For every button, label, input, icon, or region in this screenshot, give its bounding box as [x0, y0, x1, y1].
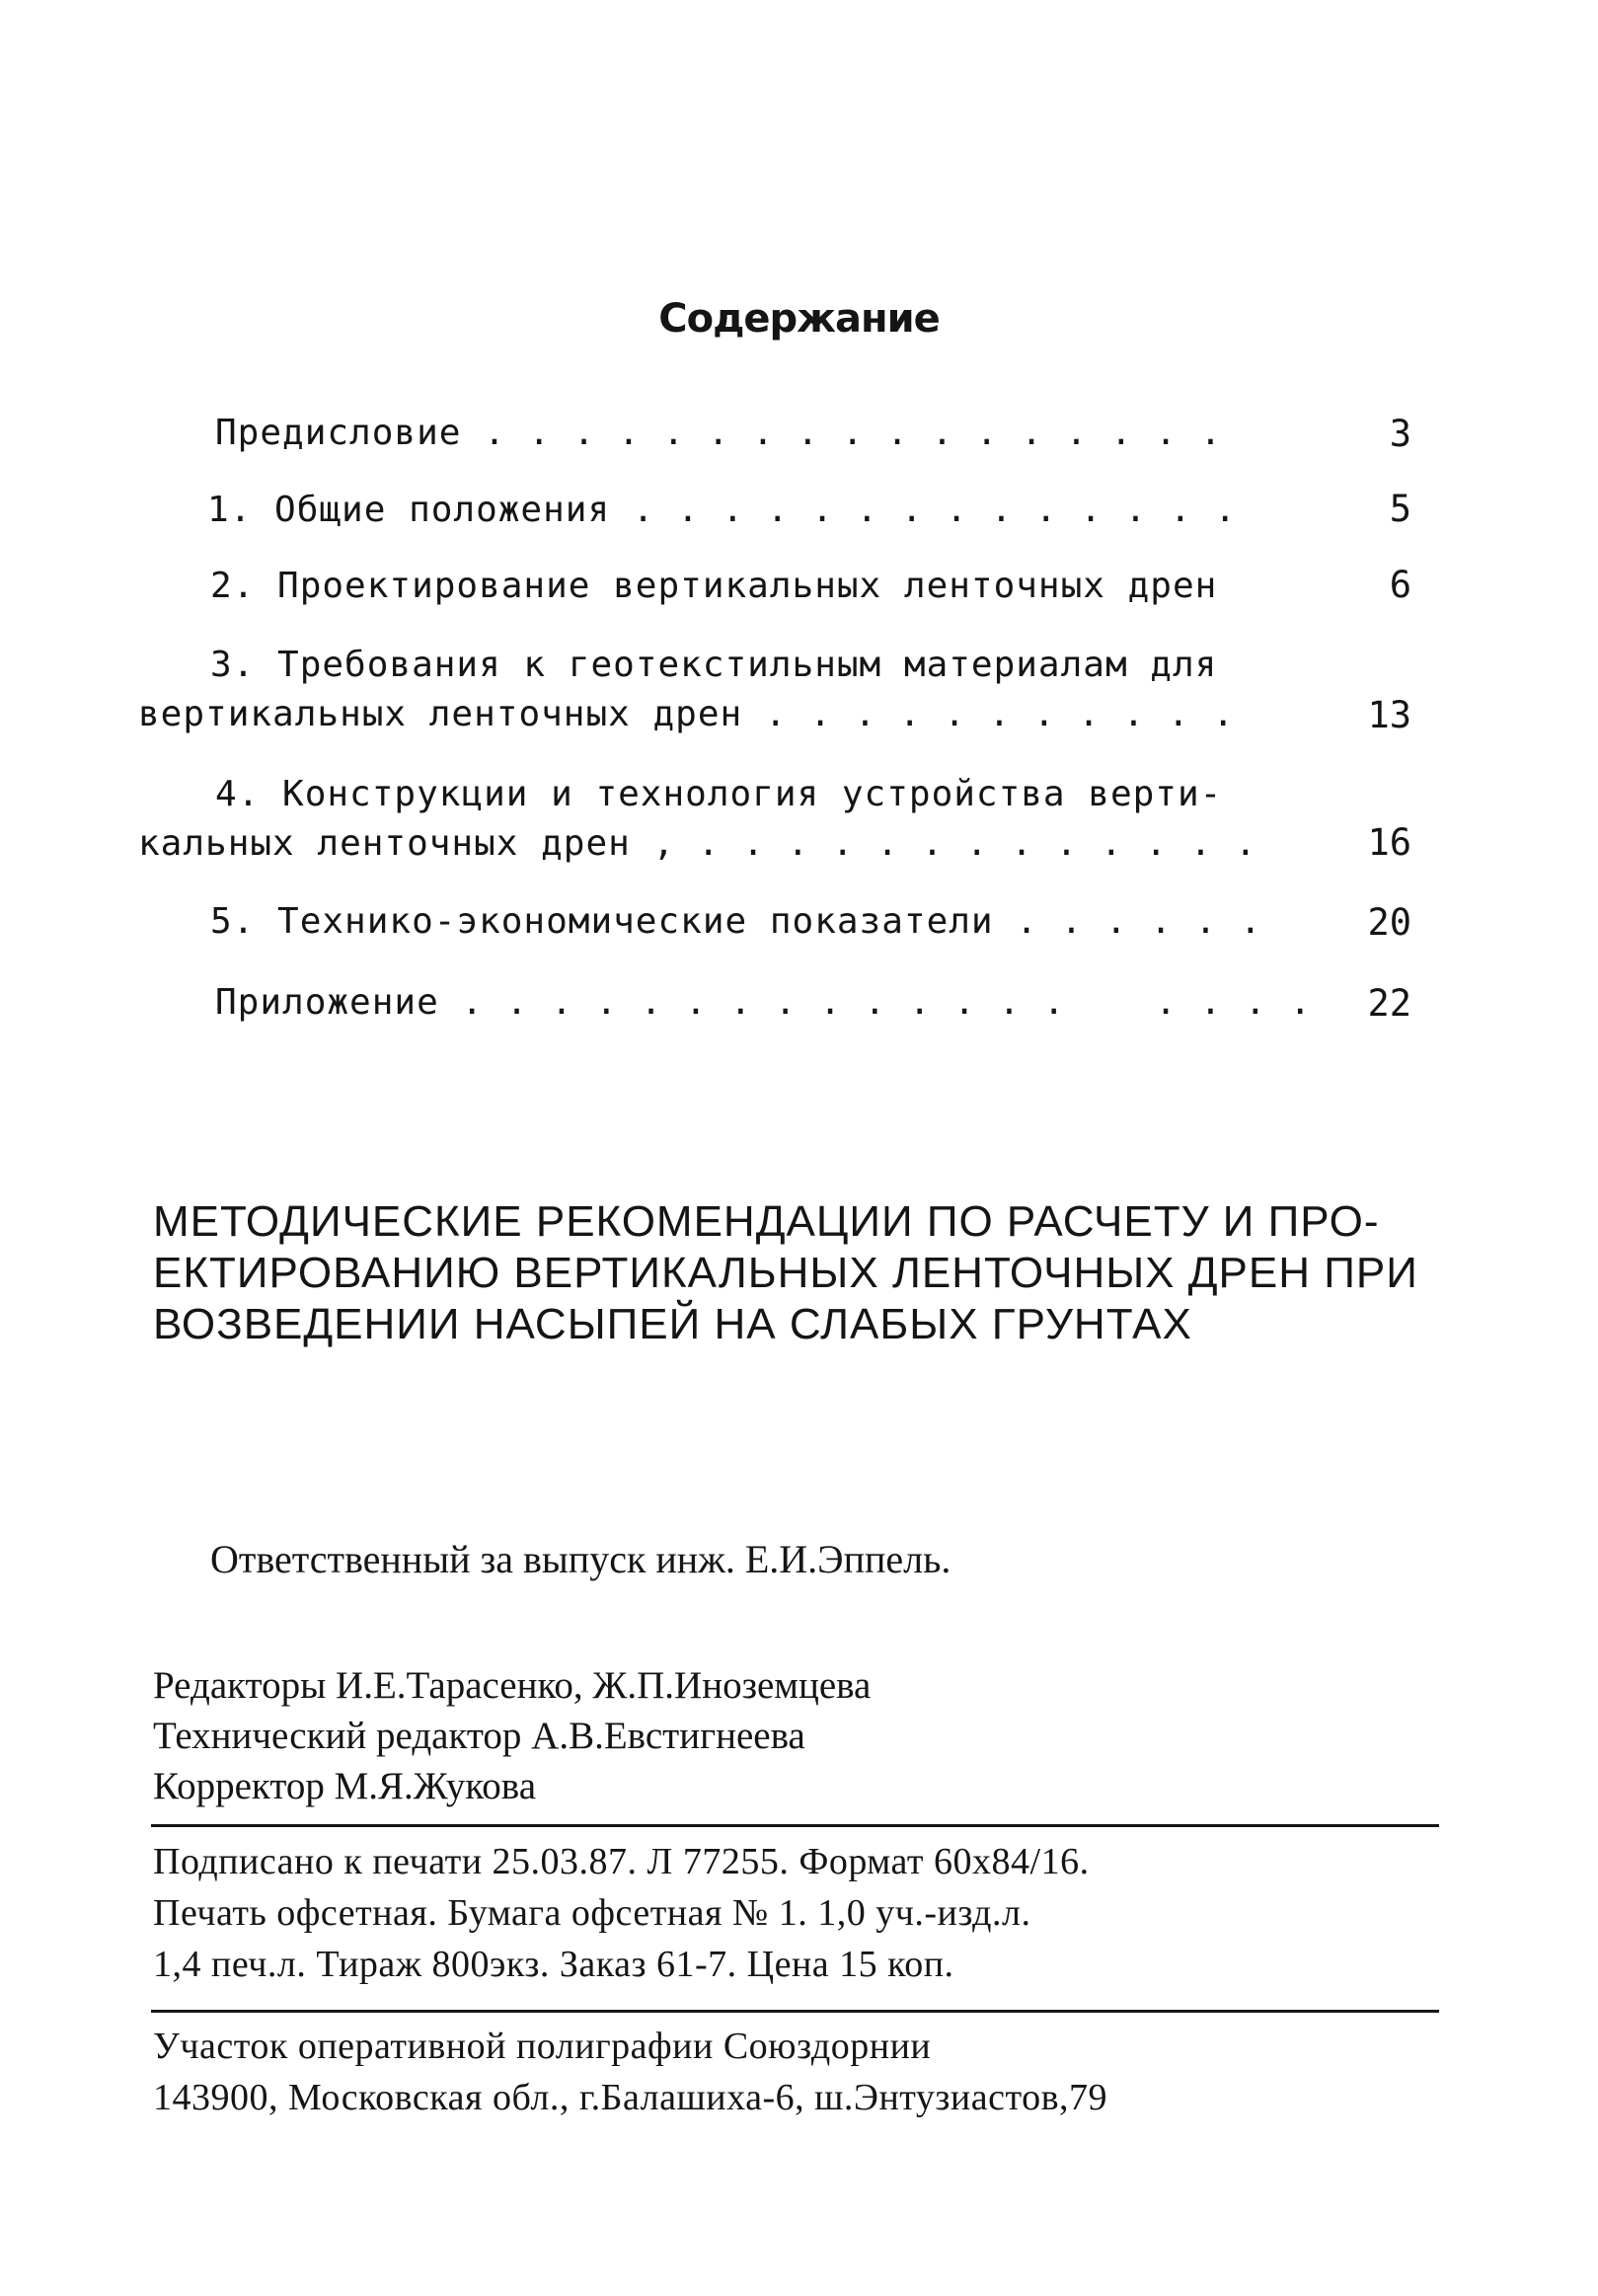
toc-entry-3-line1: 3. Требования к геотекстильным материалам для — [210, 645, 1218, 685]
credits-technical-editor: Технический редактор А.В.Евстигнеева — [153, 1715, 805, 1757]
imprint-line1: Подписано к печати 25.03.87. Л 77255. Формат 60х84/16. — [153, 1841, 1090, 1882]
toc-page-number: 16 — [1367, 821, 1411, 864]
toc-entry-4-line1: 4. Конструкции и технология устройства верти- — [215, 774, 1223, 814]
toc-entry-4-line2: кальных ленточных дрен , . . . . . . . . . . . . . — [138, 823, 1257, 864]
credits-proofreader: Корректор М.Я.Жукова — [153, 1765, 537, 1807]
responsible-editor: Ответственный за выпуск инж. Е.И.Эппель. — [210, 1537, 951, 1581]
publication-title-line2: ЕКТИРОВАНИЮ ВЕРТИКАЛЬНЫХ ЛЕНТОЧНЫХ ДРЕН ПРИ — [153, 1249, 1418, 1297]
toc-page-number: 6 — [1389, 564, 1411, 606]
toc-entry-2: 2. Проектирование вертикальных ленточных дрен — [210, 566, 1218, 606]
toc-page-number: 3 — [1389, 413, 1411, 455]
divider-rule — [151, 2010, 1439, 2013]
toc-page-number: 13 — [1367, 694, 1411, 736]
toc-entry-5: 5. Технико-экономические показатели . . . . . . — [210, 901, 1262, 942]
toc-entry-appendix: Приложение . . . . . . . . . . . . . . . . . . — [215, 982, 1313, 1023]
imprint-line3: 1,4 печ.л. Тираж 800экз. Заказ 61-7. Цена 15 коп. — [153, 1944, 954, 1985]
divider-rule — [151, 1824, 1439, 1827]
toc-entry-1: 1. Общие положения . . . . . . . . . . . . . . — [207, 490, 1237, 530]
toc-page-number: 20 — [1367, 901, 1411, 944]
printer-name: Участок оперативной полиграфии Союздорнии — [153, 2026, 932, 2067]
toc-title: Содержание — [658, 296, 940, 342]
toc-page-number: 5 — [1389, 488, 1411, 530]
publication-title-line3: ВОЗВЕДЕНИИ НАСЫПЕЙ НА СЛАБЫХ ГРУНТАХ — [153, 1300, 1192, 1348]
toc-page-number: 22 — [1367, 982, 1411, 1025]
toc-entry-preface: Предисловие . . . . . . . . . . . . . . . . . — [215, 413, 1223, 453]
credits-editors: Редакторы И.Е.Тарасенко, Ж.П.Иноземцева — [153, 1664, 872, 1707]
printer-address: 143900, Московская обл., г.Балашиха-6, ш.Энтузиастов,79 — [153, 2077, 1108, 2118]
toc-entry-3-line2: вертикальных ленточных дрен . . . . . . . . . . . — [138, 694, 1236, 734]
publication-title-line1: МЕТОДИЧЕСКИЕ РЕКОМЕНДАЦИИ ПО РАСЧЕТУ И ПРО- — [153, 1197, 1380, 1246]
imprint-line2: Печать офсетная. Бумага офсетная № 1. 1,0 уч.-изд.л. — [153, 1892, 1031, 1934]
